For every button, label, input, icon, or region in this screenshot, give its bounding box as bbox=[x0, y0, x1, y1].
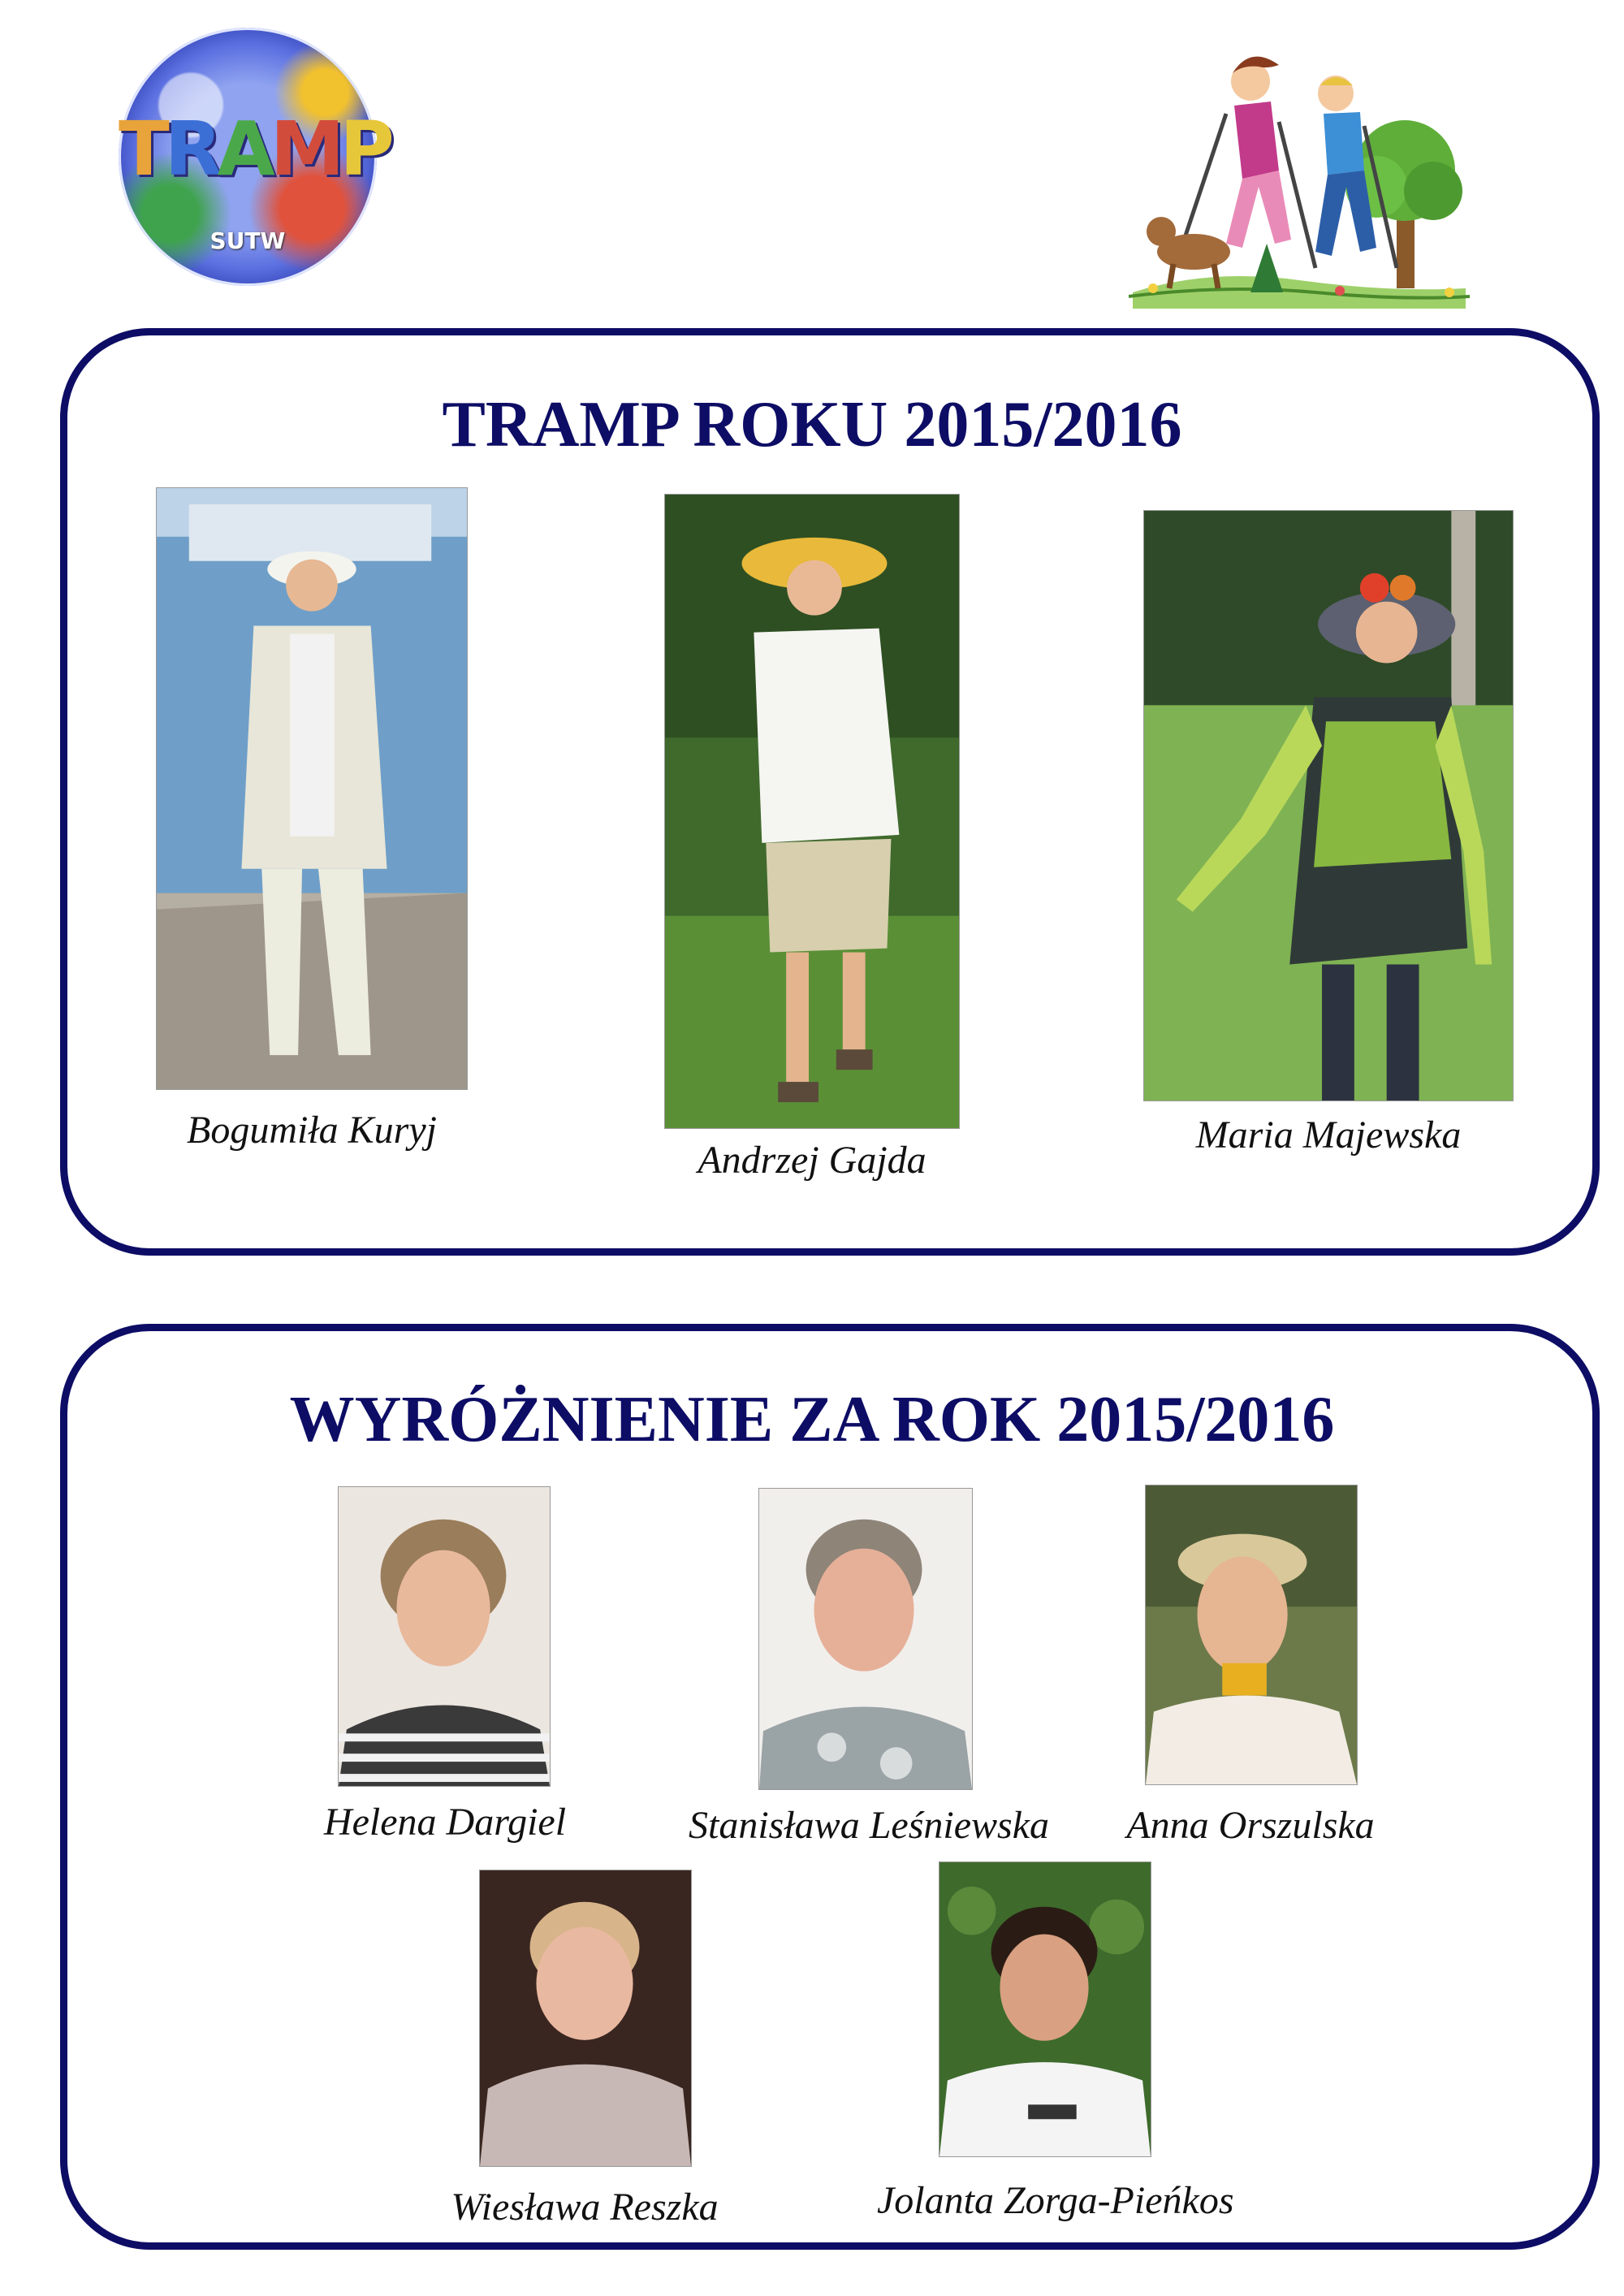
caption-andrzej-gajda: Andrzej Gajda bbox=[698, 1139, 926, 1182]
caption-wieslawa-reszka: Wiesława Reszka bbox=[451, 2186, 719, 2229]
logo-letter: P bbox=[339, 106, 390, 192]
caption-anna-orszulska: Anna Orszulska bbox=[1126, 1804, 1375, 1847]
logo-letter: T bbox=[119, 106, 165, 192]
caption-maria-majewska: Maria Majewska bbox=[1195, 1113, 1462, 1157]
photo-andrzej-gajda bbox=[664, 494, 960, 1129]
logo-subtitle: SUTW bbox=[209, 227, 286, 254]
caption-stanislawa-lesniewska: Stanisława Leśniewska bbox=[688, 1804, 1050, 1847]
logo-letters bbox=[119, 106, 390, 192]
hikers-cartoon-illustration bbox=[1129, 49, 1470, 309]
photo-jolanta-zorga-pienkos bbox=[939, 1861, 1151, 2157]
caption-bogumila-kuryj: Bogumiła Kuryj bbox=[187, 1109, 437, 1152]
photo-bogumila-kuryj bbox=[156, 487, 468, 1090]
photo-stanislawa-lesniewska bbox=[758, 1488, 973, 1790]
photo-helena-dargiel bbox=[338, 1486, 551, 1787]
logo-letter: R bbox=[164, 106, 218, 192]
caption-helena-dargiel: Helena Dargiel bbox=[323, 1801, 567, 1844]
distinction-title: WYRÓŻNIENIE ZA ROK 2015/2016 bbox=[289, 1384, 1335, 1455]
photo-anna-orszulska bbox=[1145, 1485, 1358, 1785]
caption-jolanta-zorga-pienkos: Jolanta Zorga-Pieńkos bbox=[877, 2179, 1234, 2222]
photo-wieslawa-reszka bbox=[479, 1870, 692, 2167]
tramp-of-year-title: TRAMP ROKU 2015/2016 bbox=[442, 389, 1182, 460]
logo-letter: M bbox=[270, 106, 340, 192]
photo-maria-majewska bbox=[1143, 510, 1514, 1101]
tramp-logo bbox=[119, 28, 390, 286]
logo-letter: A bbox=[217, 106, 270, 192]
